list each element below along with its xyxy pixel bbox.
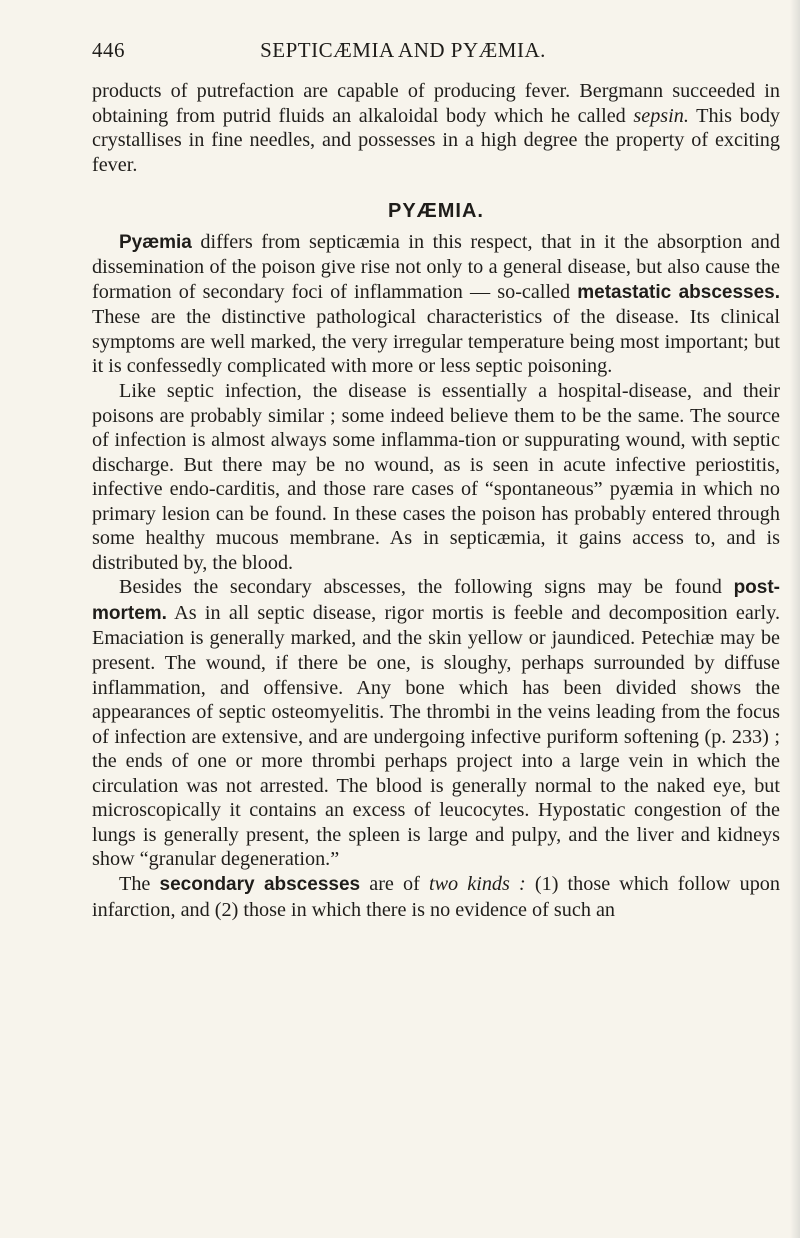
bold-term-pyaemia: Pyæmia bbox=[119, 231, 192, 253]
italic-term-two-kinds: two kinds : bbox=[428, 872, 526, 895]
paragraph-4-text-a: Besides the secondary abscesses, the following signs may be found bbox=[119, 576, 734, 599]
bold-term-secondary-abscesses: secondary abscesses bbox=[159, 873, 361, 895]
body-text bbox=[92, 79, 780, 922]
paragraph-4 bbox=[92, 575, 780, 872]
italic-term-sepsin: sepsin. bbox=[633, 104, 689, 127]
paragraph-2 bbox=[92, 230, 780, 379]
paragraph-4-text-b: As in all septic disease, rigor mortis is feeble and decomposition early. Emaciation is generally marked, and the skin yellow or jaundiced. Petechiæ may be present. The wound, if there be one, is sloughy, perhaps surrounded by diffuse inflammation, and offensive. Any bone which has been divided shows the appearances of septic osteomyelitis. The thrombi in the veins leading from the focus of infection are extensive, and are undergoing infective puriform softening (p. 233) ; the ends of one or more thrombi perhaps project into a large vein in which the circulation was not arrested. The blood is generally normal to the naked eye, but microscopically it contains an excess of leucocytes. Hypostatic congestion of the lungs is generally present, the spleen is large and pulpy, and the liver and kidneys show “granular degeneration.” bbox=[92, 601, 780, 871]
page-edge bbox=[790, 0, 800, 1238]
bold-term-metastatic-abscesses: metastatic abscesses. bbox=[577, 281, 780, 303]
section-heading: PYÆMIA. bbox=[388, 200, 484, 223]
paragraph-1-text-b: This body crystallises in fine needles, and possesses in a high degree the property of exciting fever. bbox=[92, 104, 781, 176]
paragraph-2-text-a: differs from septicæmia in this respect, that in it the absorption and dissemination of the poison give rise not only to a general disease, but also cause the formation of secondary foci of inflammation — so-called bbox=[92, 230, 780, 303]
paragraph-2-text-b: These are the distinctive pathological characteristics of the disease. Its clinical symptoms are well marked, the very irregular temperature being most important; but it is confessedly complicated with more or less septic poisoning. bbox=[92, 306, 780, 378]
running-title: SEPTICÆMIA AND PYÆMIA. bbox=[260, 38, 546, 62]
page-number: 446 bbox=[92, 38, 125, 62]
paragraph-5-text-b: are of bbox=[360, 872, 429, 895]
paragraph-5-text-c: (1) those which follow upon infarction, and (2) those in which there is no evidence of such an bbox=[92, 872, 780, 921]
paragraph-3-text: Like septic infection, the disease is essentially a hospital-disease, and their poisons are probably similar ; some indeed believe them to be the same. The source of infection is almost always some inflamma-tion or suppurating wound, with septic discharge. But there may be no wound, as is seen in acute infective periostitis, infective endo-carditis, and those rare cases of “spontaneous” pyæmia in which no primary lesion can be found. In these cases the poison has probably entered through some healthy mucous membrane. As in septicæmia, it gains access to, and is distributed by, the blood. bbox=[92, 380, 780, 574]
page-header bbox=[92, 38, 714, 74]
bold-term-post-mortem: post-mortem. bbox=[92, 577, 780, 624]
paragraph-3 bbox=[92, 379, 780, 575]
paragraph-5 bbox=[92, 872, 780, 922]
paragraph-5-text-a: The bbox=[119, 872, 160, 895]
paragraph-1 bbox=[92, 79, 780, 177]
paragraph-1-text-a: products of putrefaction are capable of producing fever. Bergmann succeeded in obtaining from putrid fluids an alkaloidal body which he called bbox=[92, 80, 780, 127]
